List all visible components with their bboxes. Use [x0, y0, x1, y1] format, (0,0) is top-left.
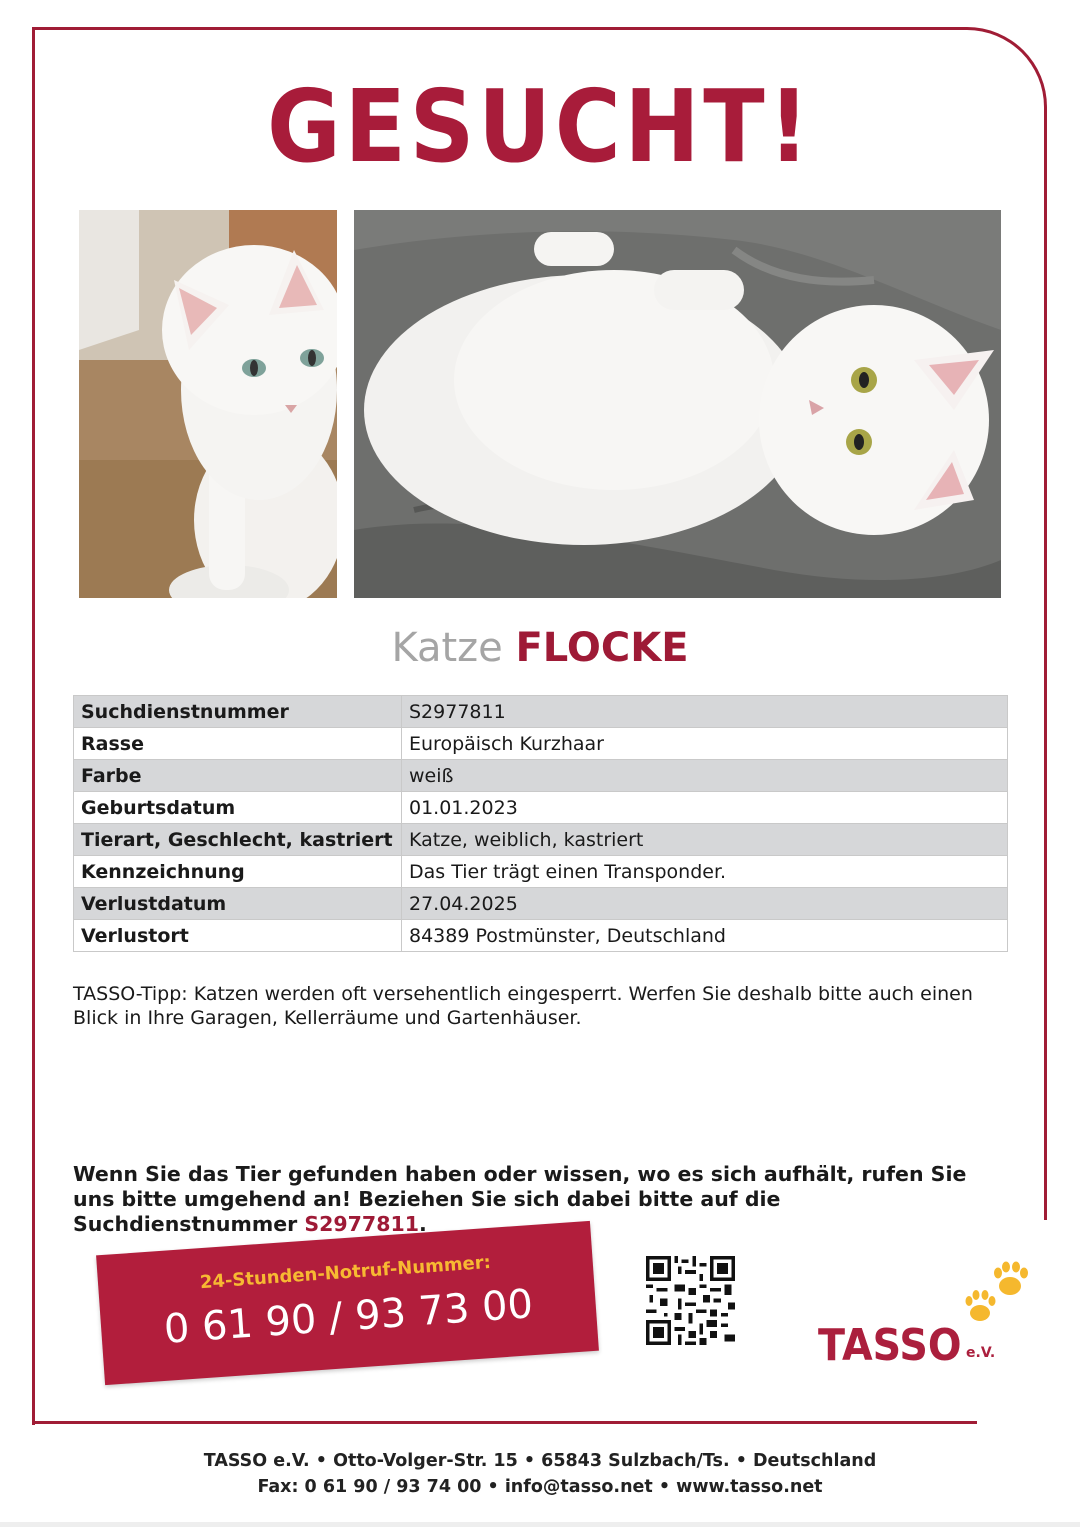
table-row: [74, 888, 1008, 920]
hotline-number[interactable]: 0 61 90 / 93 73 00: [162, 1281, 535, 1353]
table-row: [74, 760, 1008, 792]
fact-value: Europäisch Kurzhaar: [402, 728, 1008, 760]
fact-value: 84389 Postmünster, Deutschland: [402, 920, 1008, 952]
table-row: [74, 728, 1008, 760]
fact-value: Das Tier trägt einen Transponder.: [402, 856, 1008, 888]
tasso-logo-suffix: e.V.: [966, 1345, 996, 1361]
table-row: [74, 920, 1008, 952]
pet-name: FLOCKE: [515, 625, 689, 671]
pet-species: Katze: [391, 625, 503, 671]
fact-label: Verlustdatum: [74, 888, 402, 920]
cat-photo-lying: [354, 210, 1001, 598]
fact-label: Farbe: [74, 760, 402, 792]
qr-code-icon[interactable]: [646, 1256, 735, 1345]
fact-value: Katze, weiblich, kastriert: [402, 824, 1008, 856]
fact-value: 01.01.2023: [402, 792, 1008, 824]
hotline-label: 24-Stunden-Notruf-Nummer:: [199, 1251, 492, 1294]
paw-prints-icon: [955, 1256, 1040, 1336]
footer: [0, 1448, 1080, 1500]
fact-label: Suchdienstnummer: [74, 696, 402, 728]
footer-contact: Fax: 0 61 90 / 93 74 00 • info@tasso.net • www.tasso.net: [257, 1477, 823, 1497]
pet-title: [0, 620, 1080, 676]
fact-label: Kennzeichnung: [74, 856, 402, 888]
fact-label: Verlustort: [74, 920, 402, 952]
table-row: [74, 696, 1008, 728]
fact-label: Rasse: [74, 728, 402, 760]
cat-photo-sitting: [79, 210, 337, 598]
facts-table: [73, 695, 1008, 952]
table-row: [74, 856, 1008, 888]
fact-value: S2977811: [402, 696, 1008, 728]
table-row: [74, 792, 1008, 824]
fact-label: Tierart, Geschlecht, kastriert: [74, 824, 402, 856]
headline: GESUCHT!: [267, 68, 813, 185]
footer-address: TASSO e.V. • Otto-Volger-Str. 15 • 65843 Sulzbach/Ts. • Deutschland: [203, 1451, 877, 1471]
reference-number: S2977811: [304, 1212, 419, 1236]
fact-label: Geburtsdatum: [74, 792, 402, 824]
fact-value: 27.04.2025: [402, 888, 1008, 920]
fact-value: weiß: [402, 760, 1008, 792]
call-to-action-end: .: [419, 1212, 427, 1236]
call-to-action-text: Wenn Sie das Tier gefunden haben oder wissen, wo es sich aufhält, rufen Sie uns bitte umgehend an! Beziehen Sie sich dabei bitte auf die Suchdienstnummer: [73, 1162, 967, 1236]
tasso-logo: TASSO: [818, 1320, 962, 1371]
tasso-tip: TASSO-Tipp: Katzen werden oft versehentlich eingesperrt. Werfen Sie deshalb bitte auch einen Blick in Ihre Garagen, Kellerräume und Gartenhäuser.: [73, 983, 973, 1029]
poster-frame-bottom: [32, 1421, 977, 1424]
table-row: [74, 824, 1008, 856]
